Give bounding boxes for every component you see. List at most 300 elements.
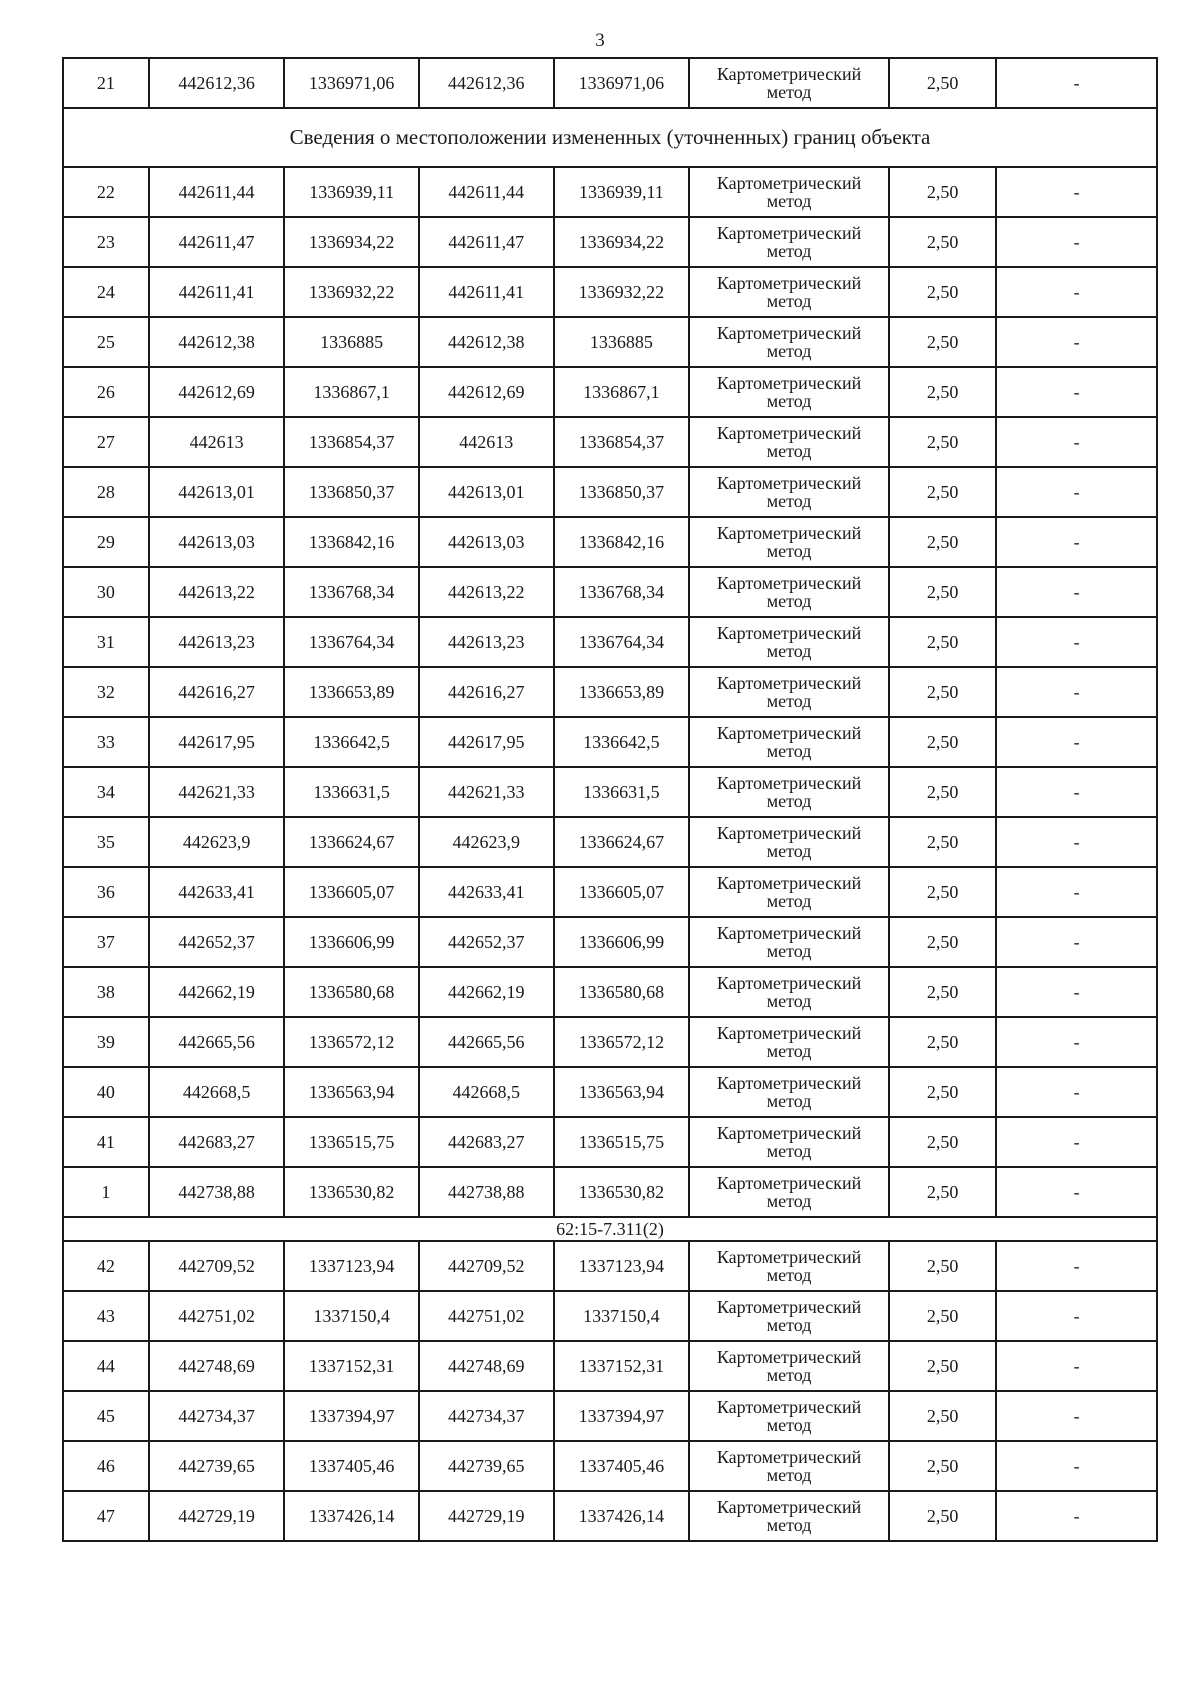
table-row	[63, 617, 1157, 667]
point-number-cell: 42	[63, 1241, 149, 1291]
y-coordinate-cell: 1336580,68	[554, 967, 690, 1017]
y-coordinate-cell: 1336934,22	[554, 217, 690, 267]
method-line-1: Картометрический	[716, 1173, 862, 1193]
table-row	[63, 1067, 1157, 1117]
x-coordinate-cell: 442751,02	[419, 1291, 554, 1341]
method-line-2: метод	[766, 1141, 812, 1161]
method-cell	[689, 1441, 889, 1491]
y-coordinate-cell: 1336854,37	[554, 417, 690, 467]
x-coordinate-cell: 442623,9	[419, 817, 554, 867]
y-coordinate-cell: 1336971,06	[284, 58, 419, 108]
x-coordinate-cell: 442748,69	[149, 1341, 285, 1391]
method-line-2: метод	[766, 541, 812, 561]
method-line-2: метод	[766, 791, 812, 811]
point-number-cell: 34	[63, 767, 149, 817]
table-row	[63, 417, 1157, 467]
method-line-1: Картометрический	[716, 173, 862, 193]
x-coordinate-cell: 442662,19	[419, 967, 554, 1017]
method-line-2: метод	[766, 82, 812, 102]
y-coordinate-cell: 1336605,07	[554, 867, 690, 917]
x-coordinate-cell: 442612,69	[419, 367, 554, 417]
method-line-1: Картометрический	[716, 1073, 862, 1093]
y-coordinate-cell: 1336939,11	[554, 167, 690, 217]
point-number-cell: 21	[63, 58, 149, 108]
note-cell: -	[996, 1117, 1157, 1167]
x-coordinate-cell: 442616,27	[419, 667, 554, 717]
y-coordinate-cell: 1336624,67	[284, 817, 419, 867]
method-line-1: Картометрический	[716, 923, 862, 943]
x-coordinate-cell: 442611,41	[149, 267, 285, 317]
point-number-cell: 44	[63, 1341, 149, 1391]
x-coordinate-cell: 442665,56	[149, 1017, 285, 1067]
accuracy-cell: 2,50	[889, 517, 996, 567]
point-number-cell: 28	[63, 467, 149, 517]
point-number-cell: 24	[63, 267, 149, 317]
x-coordinate-cell: 442612,69	[149, 367, 285, 417]
method-cell	[689, 58, 889, 108]
x-coordinate-cell: 442613	[419, 417, 554, 467]
y-coordinate-cell: 1337123,94	[554, 1241, 690, 1291]
table-row	[63, 1341, 1157, 1391]
note-cell: -	[996, 467, 1157, 517]
method-line-2: метод	[766, 391, 812, 411]
accuracy-cell: 2,50	[889, 817, 996, 867]
y-coordinate-cell: 1336631,5	[554, 767, 690, 817]
x-coordinate-cell: 442613,03	[419, 517, 554, 567]
table-row	[63, 917, 1157, 967]
y-coordinate-cell: 1336934,22	[284, 217, 419, 267]
method-cell	[689, 517, 889, 567]
note-cell: -	[996, 967, 1157, 1017]
x-coordinate-cell: 442652,37	[149, 917, 285, 967]
accuracy-cell: 2,50	[889, 717, 996, 767]
y-coordinate-cell: 1336932,22	[284, 267, 419, 317]
method-line-2: метод	[766, 191, 812, 211]
x-coordinate-cell: 442613,03	[149, 517, 285, 567]
table-row	[63, 267, 1157, 317]
y-coordinate-cell: 1336606,99	[554, 917, 690, 967]
accuracy-cell: 2,50	[889, 1241, 996, 1291]
point-number-cell: 31	[63, 617, 149, 667]
y-coordinate-cell: 1337426,14	[554, 1491, 690, 1541]
note-cell: -	[996, 1167, 1157, 1217]
method-line-2: метод	[766, 691, 812, 711]
table-row	[63, 1117, 1157, 1167]
y-coordinate-cell: 1336932,22	[554, 267, 690, 317]
subsection-heading: 62:15-7.311(2)	[63, 1217, 1157, 1241]
method-line-1: Картометрический	[716, 1023, 862, 1043]
note-cell: -	[996, 317, 1157, 367]
method-cell	[689, 1391, 889, 1441]
point-number-cell: 23	[63, 217, 149, 267]
y-coordinate-cell: 1337123,94	[284, 1241, 419, 1291]
x-coordinate-cell: 442633,41	[419, 867, 554, 917]
accuracy-cell: 2,50	[889, 167, 996, 217]
x-coordinate-cell: 442739,65	[419, 1441, 554, 1491]
point-number-cell: 25	[63, 317, 149, 367]
x-coordinate-cell: 442617,95	[419, 717, 554, 767]
y-coordinate-cell: 1337152,31	[554, 1341, 690, 1391]
table-row	[63, 1291, 1157, 1341]
table-row	[63, 517, 1157, 567]
y-coordinate-cell: 1336606,99	[284, 917, 419, 967]
note-cell: -	[996, 1017, 1157, 1067]
method-line-1: Картометрический	[716, 1247, 862, 1267]
note-cell: -	[996, 867, 1157, 917]
method-cell	[689, 867, 889, 917]
y-coordinate-cell: 1336764,34	[554, 617, 690, 667]
method-line-1: Картометрический	[716, 323, 862, 343]
method-line-2: метод	[766, 1041, 812, 1061]
method-cell	[689, 267, 889, 317]
point-number-cell: 39	[63, 1017, 149, 1067]
method-line-1: Картометрический	[716, 273, 862, 293]
point-number-cell: 37	[63, 917, 149, 967]
y-coordinate-cell: 1336605,07	[284, 867, 419, 917]
y-coordinate-cell: 1336971,06	[554, 58, 690, 108]
accuracy-cell: 2,50	[889, 367, 996, 417]
method-line-1: Картометрический	[716, 473, 862, 493]
method-line-1: Картометрический	[716, 1397, 862, 1417]
table-row	[63, 1017, 1157, 1067]
method-cell	[689, 1117, 889, 1167]
x-coordinate-cell: 442611,47	[419, 217, 554, 267]
x-coordinate-cell: 442613,01	[419, 467, 554, 517]
x-coordinate-cell: 442623,9	[149, 817, 285, 867]
point-number-cell: 32	[63, 667, 149, 717]
method-line-2: метод	[766, 1091, 812, 1111]
table-row	[63, 667, 1157, 717]
method-cell	[689, 367, 889, 417]
y-coordinate-cell: 1336867,1	[554, 367, 690, 417]
table-row	[63, 317, 1157, 367]
x-coordinate-cell: 442617,95	[149, 717, 285, 767]
method-line-2: метод	[766, 891, 812, 911]
method-cell	[689, 1067, 889, 1117]
method-line-1: Картометрический	[716, 373, 862, 393]
method-cell	[689, 467, 889, 517]
point-number-cell: 46	[63, 1441, 149, 1491]
accuracy-cell: 2,50	[889, 1391, 996, 1441]
method-line-2: метод	[766, 991, 812, 1011]
y-coordinate-cell: 1336624,67	[554, 817, 690, 867]
method-line-1: Картометрический	[716, 423, 862, 443]
y-coordinate-cell: 1336653,89	[554, 667, 690, 717]
accuracy-cell: 2,50	[889, 567, 996, 617]
table-row	[63, 1167, 1157, 1217]
table-row	[63, 1241, 1157, 1291]
method-cell	[689, 967, 889, 1017]
y-coordinate-cell: 1337426,14	[284, 1491, 419, 1541]
y-coordinate-cell: 1336515,75	[284, 1117, 419, 1167]
y-coordinate-cell: 1337152,31	[284, 1341, 419, 1391]
section-heading: Сведения о местоположении измененных (уточненных) границ объекта	[63, 108, 1157, 167]
x-coordinate-cell: 442611,44	[149, 167, 285, 217]
point-number-cell: 30	[63, 567, 149, 617]
method-line-2: метод	[766, 591, 812, 611]
method-line-1: Картометрический	[716, 1447, 862, 1467]
method-cell	[689, 767, 889, 817]
method-line-1: Картометрический	[716, 873, 862, 893]
point-number-cell: 47	[63, 1491, 149, 1541]
x-coordinate-cell: 442612,38	[419, 317, 554, 367]
method-line-1: Картометрический	[716, 1347, 862, 1367]
page-number: 3	[595, 30, 605, 51]
y-coordinate-cell: 1336563,94	[284, 1067, 419, 1117]
note-cell: -	[996, 1067, 1157, 1117]
note-cell: -	[996, 1341, 1157, 1391]
x-coordinate-cell: 442621,33	[149, 767, 285, 817]
method-cell	[689, 817, 889, 867]
note-cell: -	[996, 767, 1157, 817]
method-cell	[689, 167, 889, 217]
method-line-1: Картометрический	[716, 673, 862, 693]
method-line-1: Картометрический	[716, 823, 862, 843]
note-cell: -	[996, 1441, 1157, 1491]
accuracy-cell: 2,50	[889, 467, 996, 517]
method-line-2: метод	[766, 741, 812, 761]
accuracy-cell: 2,50	[889, 317, 996, 367]
y-coordinate-cell: 1337405,46	[284, 1441, 419, 1491]
accuracy-cell: 2,50	[889, 767, 996, 817]
x-coordinate-cell: 442734,37	[149, 1391, 285, 1441]
y-coordinate-cell: 1336768,34	[554, 567, 690, 617]
y-coordinate-cell: 1336939,11	[284, 167, 419, 217]
x-coordinate-cell: 442613	[149, 417, 285, 467]
method-cell	[689, 1167, 889, 1217]
point-number-cell: 26	[63, 367, 149, 417]
method-cell	[689, 317, 889, 367]
y-coordinate-cell: 1336842,16	[284, 517, 419, 567]
method-cell	[689, 1241, 889, 1291]
y-coordinate-cell: 1336850,37	[554, 467, 690, 517]
x-coordinate-cell: 442612,36	[419, 58, 554, 108]
y-coordinate-cell: 1336530,82	[284, 1167, 419, 1217]
method-line-2: метод	[766, 341, 812, 361]
point-number-cell: 40	[63, 1067, 149, 1117]
x-coordinate-cell: 442709,52	[149, 1241, 285, 1291]
subsection-heading-row	[63, 1217, 1157, 1241]
y-coordinate-cell: 1336850,37	[284, 467, 419, 517]
x-coordinate-cell: 442613,22	[419, 567, 554, 617]
y-coordinate-cell: 1336842,16	[554, 517, 690, 567]
accuracy-cell: 2,50	[889, 58, 996, 108]
method-line-2: метод	[766, 1365, 812, 1385]
note-cell: -	[996, 217, 1157, 267]
method-line-2: метод	[766, 641, 812, 661]
method-cell	[689, 1291, 889, 1341]
x-coordinate-cell: 442611,41	[419, 267, 554, 317]
y-coordinate-cell: 1337394,97	[284, 1391, 419, 1441]
note-cell: -	[996, 567, 1157, 617]
table-row	[63, 217, 1157, 267]
y-coordinate-cell: 1336631,5	[284, 767, 419, 817]
accuracy-cell: 2,50	[889, 1167, 996, 1217]
note-cell: -	[996, 167, 1157, 217]
method-line-2: метод	[766, 291, 812, 311]
method-line-1: Картометрический	[716, 973, 862, 993]
table-row	[63, 467, 1157, 517]
accuracy-cell: 2,50	[889, 1291, 996, 1341]
table-row	[63, 1441, 1157, 1491]
method-line-1: Картометрический	[716, 573, 862, 593]
method-line-2: метод	[766, 1415, 812, 1435]
y-coordinate-cell: 1337405,46	[554, 1441, 690, 1491]
y-coordinate-cell: 1336580,68	[284, 967, 419, 1017]
y-coordinate-cell: 1337150,4	[554, 1291, 690, 1341]
x-coordinate-cell: 442738,88	[419, 1167, 554, 1217]
accuracy-cell: 2,50	[889, 217, 996, 267]
x-coordinate-cell: 442739,65	[149, 1441, 285, 1491]
method-cell	[689, 567, 889, 617]
method-line-1: Картометрический	[716, 223, 862, 243]
x-coordinate-cell: 442613,01	[149, 467, 285, 517]
accuracy-cell: 2,50	[889, 667, 996, 717]
coordinates-table	[62, 57, 1158, 1542]
table-row	[63, 167, 1157, 217]
accuracy-cell: 2,50	[889, 867, 996, 917]
y-coordinate-cell: 1337150,4	[284, 1291, 419, 1341]
section-heading-row	[63, 108, 1157, 167]
note-cell: -	[996, 367, 1157, 417]
x-coordinate-cell: 442709,52	[419, 1241, 554, 1291]
method-line-1: Картометрический	[716, 773, 862, 793]
note-cell: -	[996, 517, 1157, 567]
note-cell: -	[996, 58, 1157, 108]
y-coordinate-cell: 1336530,82	[554, 1167, 690, 1217]
point-number-cell: 33	[63, 717, 149, 767]
y-coordinate-cell: 1336642,5	[284, 717, 419, 767]
method-cell	[689, 717, 889, 767]
accuracy-cell: 2,50	[889, 1491, 996, 1541]
method-line-1: Картометрический	[716, 1297, 862, 1317]
method-line-2: метод	[766, 841, 812, 861]
point-number-cell: 1	[63, 1167, 149, 1217]
y-coordinate-cell: 1336653,89	[284, 667, 419, 717]
method-line-2: метод	[766, 1315, 812, 1335]
x-coordinate-cell: 442683,27	[149, 1117, 285, 1167]
accuracy-cell: 2,50	[889, 1017, 996, 1067]
note-cell: -	[996, 1491, 1157, 1541]
x-coordinate-cell: 442611,44	[419, 167, 554, 217]
table-row	[63, 867, 1157, 917]
point-number-cell: 27	[63, 417, 149, 467]
y-coordinate-cell: 1337394,97	[554, 1391, 690, 1441]
table-row	[63, 717, 1157, 767]
note-cell: -	[996, 417, 1157, 467]
x-coordinate-cell: 442621,33	[419, 767, 554, 817]
accuracy-cell: 2,50	[889, 1067, 996, 1117]
method-line-2: метод	[766, 1465, 812, 1485]
y-coordinate-cell: 1336885	[284, 317, 419, 367]
method-line-2: метод	[766, 1191, 812, 1211]
x-coordinate-cell: 442613,22	[149, 567, 285, 617]
table-row	[63, 817, 1157, 867]
point-number-cell: 29	[63, 517, 149, 567]
x-coordinate-cell: 442729,19	[149, 1491, 285, 1541]
table-row	[63, 1491, 1157, 1541]
x-coordinate-cell: 442734,37	[419, 1391, 554, 1441]
accuracy-cell: 2,50	[889, 1441, 996, 1491]
method-cell	[689, 617, 889, 667]
method-line-1: Картометрический	[716, 623, 862, 643]
accuracy-cell: 2,50	[889, 267, 996, 317]
y-coordinate-cell: 1336642,5	[554, 717, 690, 767]
x-coordinate-cell: 442633,41	[149, 867, 285, 917]
x-coordinate-cell: 442612,36	[149, 58, 285, 108]
x-coordinate-cell: 442748,69	[419, 1341, 554, 1391]
y-coordinate-cell: 1336572,12	[284, 1017, 419, 1067]
point-number-cell: 43	[63, 1291, 149, 1341]
method-line-1: Картометрический	[716, 1497, 862, 1517]
table-row	[63, 367, 1157, 417]
note-cell: -	[996, 917, 1157, 967]
x-coordinate-cell: 442662,19	[149, 967, 285, 1017]
note-cell: -	[996, 667, 1157, 717]
x-coordinate-cell: 442751,02	[149, 1291, 285, 1341]
method-line-2: метод	[766, 1515, 812, 1535]
method-line-1: Картометрический	[716, 1123, 862, 1143]
accuracy-cell: 2,50	[889, 417, 996, 467]
coordinates-table-body	[63, 58, 1157, 1541]
accuracy-cell: 2,50	[889, 1341, 996, 1391]
note-cell: -	[996, 1391, 1157, 1441]
x-coordinate-cell: 442738,88	[149, 1167, 285, 1217]
y-coordinate-cell: 1336515,75	[554, 1117, 690, 1167]
note-cell: -	[996, 1241, 1157, 1291]
method-cell	[689, 667, 889, 717]
method-cell	[689, 1017, 889, 1067]
note-cell: -	[996, 1291, 1157, 1341]
method-cell	[689, 1341, 889, 1391]
x-coordinate-cell: 442668,5	[149, 1067, 285, 1117]
method-line-2: метод	[766, 1265, 812, 1285]
accuracy-cell: 2,50	[889, 617, 996, 667]
method-line-1: Картометрический	[716, 723, 862, 743]
x-coordinate-cell: 442729,19	[419, 1491, 554, 1541]
x-coordinate-cell: 442612,38	[149, 317, 285, 367]
y-coordinate-cell: 1336768,34	[284, 567, 419, 617]
accuracy-cell: 2,50	[889, 917, 996, 967]
table-row	[63, 1391, 1157, 1441]
method-cell	[689, 1491, 889, 1541]
method-line-2: метод	[766, 491, 812, 511]
note-cell: -	[996, 717, 1157, 767]
point-number-cell: 22	[63, 167, 149, 217]
table-row	[63, 567, 1157, 617]
x-coordinate-cell: 442613,23	[149, 617, 285, 667]
method-line-2: метод	[766, 441, 812, 461]
x-coordinate-cell: 442652,37	[419, 917, 554, 967]
point-number-cell: 45	[63, 1391, 149, 1441]
x-coordinate-cell: 442665,56	[419, 1017, 554, 1067]
point-number-cell: 36	[63, 867, 149, 917]
y-coordinate-cell: 1336885	[554, 317, 690, 367]
table-row	[63, 967, 1157, 1017]
method-line-2: метод	[766, 241, 812, 261]
method-cell	[689, 417, 889, 467]
x-coordinate-cell: 442683,27	[419, 1117, 554, 1167]
method-cell	[689, 217, 889, 267]
y-coordinate-cell: 1336867,1	[284, 367, 419, 417]
method-line-1: Картометрический	[716, 523, 862, 543]
point-number-cell: 41	[63, 1117, 149, 1167]
method-line-1: Картометрический	[716, 64, 862, 84]
point-number-cell: 38	[63, 967, 149, 1017]
accuracy-cell: 2,50	[889, 1117, 996, 1167]
method-line-2: метод	[766, 941, 812, 961]
x-coordinate-cell: 442668,5	[419, 1067, 554, 1117]
